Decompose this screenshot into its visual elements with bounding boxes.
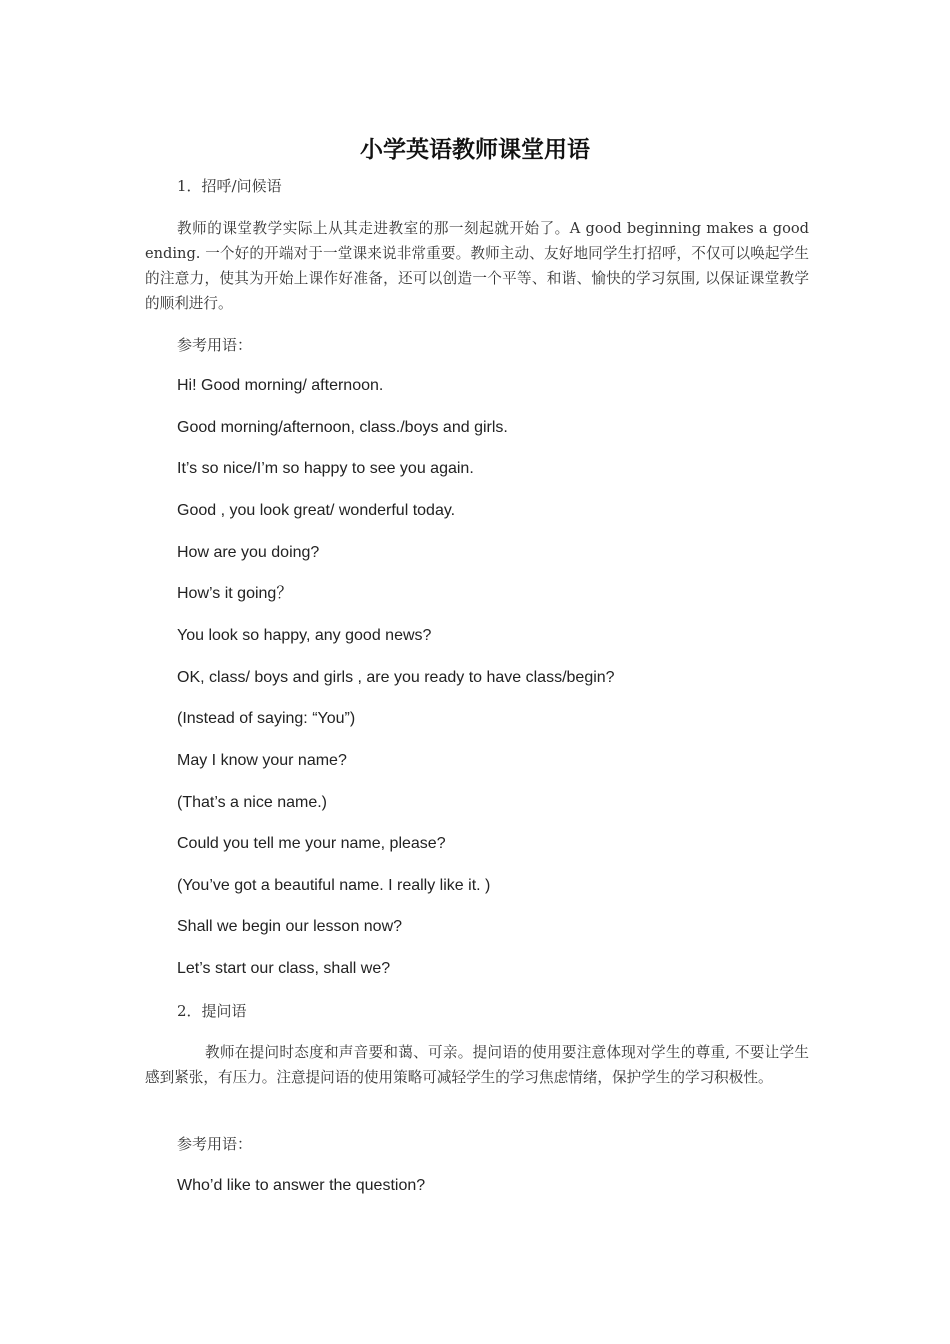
phrase-line: Let’s start our class, shall we? bbox=[177, 960, 391, 977]
document-title: 小学英语教师课堂用语 bbox=[360, 136, 590, 163]
phrase-line: (You’ve got a beautiful name. I really like it. ) bbox=[177, 877, 491, 894]
section-heading-questions: 2．提问语 bbox=[177, 1002, 247, 1020]
phrase-line: It’s so nice/I’m so happy to see you again. bbox=[177, 460, 474, 477]
phrase-line: Could you tell me your name, please? bbox=[177, 835, 446, 852]
phrase-line: Shall we begin our lesson now? bbox=[177, 918, 403, 935]
phrase-line: Good morning/afternoon, class./boys and girls. bbox=[177, 419, 508, 436]
phrase-line: Who’d like to answer the question? bbox=[177, 1177, 426, 1194]
phrase-line: Hi! Good morning/ afternoon. bbox=[177, 377, 384, 394]
phrase-line: Good , you look great/ wonderful today. bbox=[177, 502, 456, 519]
reference-label: 参考用语： bbox=[177, 1135, 253, 1153]
phrase-line: May I know your name? bbox=[177, 752, 347, 769]
section-paragraph-greetings: 教师的课堂教学实际上从其走进教室的那一刻起就开始了。A good beginning makes a good ending. 一个好的开端对于一堂课来说非常重要。教师主动、友好地同学生打招呼，不仅可以唤起学生的注意力，使其为开始上课作好准备，还可以创造一个平等、和谐、愉快的学习氛围, 以保证课堂教学的顺利进行。 bbox=[145, 220, 809, 312]
phrase-line: (That’s a nice name.) bbox=[177, 794, 327, 811]
phrase-line: You look so happy, any good news? bbox=[177, 627, 432, 644]
phrase-line: (Instead of saying: “You”) bbox=[177, 710, 356, 727]
phrase-line: OK, class/ boys and girls , are you ready to have class/begin? bbox=[177, 669, 615, 686]
phrase-line: How’s it going？ bbox=[177, 585, 293, 602]
phrase-line: How are you doing? bbox=[177, 544, 320, 561]
section-paragraph-questions: 教师在提问时态度和声音要和蔼、可亲。提问语的使用要注意体现对学生的尊重, 不要让学生感到紧张，有压力。注意提问语的使用策略可减轻学生的学习焦虑情绪，保护学生的学习积极性。 bbox=[145, 1044, 809, 1086]
section-heading-greetings: 1．招呼/问候语 bbox=[177, 177, 282, 195]
reference-label: 参考用语： bbox=[177, 336, 253, 354]
